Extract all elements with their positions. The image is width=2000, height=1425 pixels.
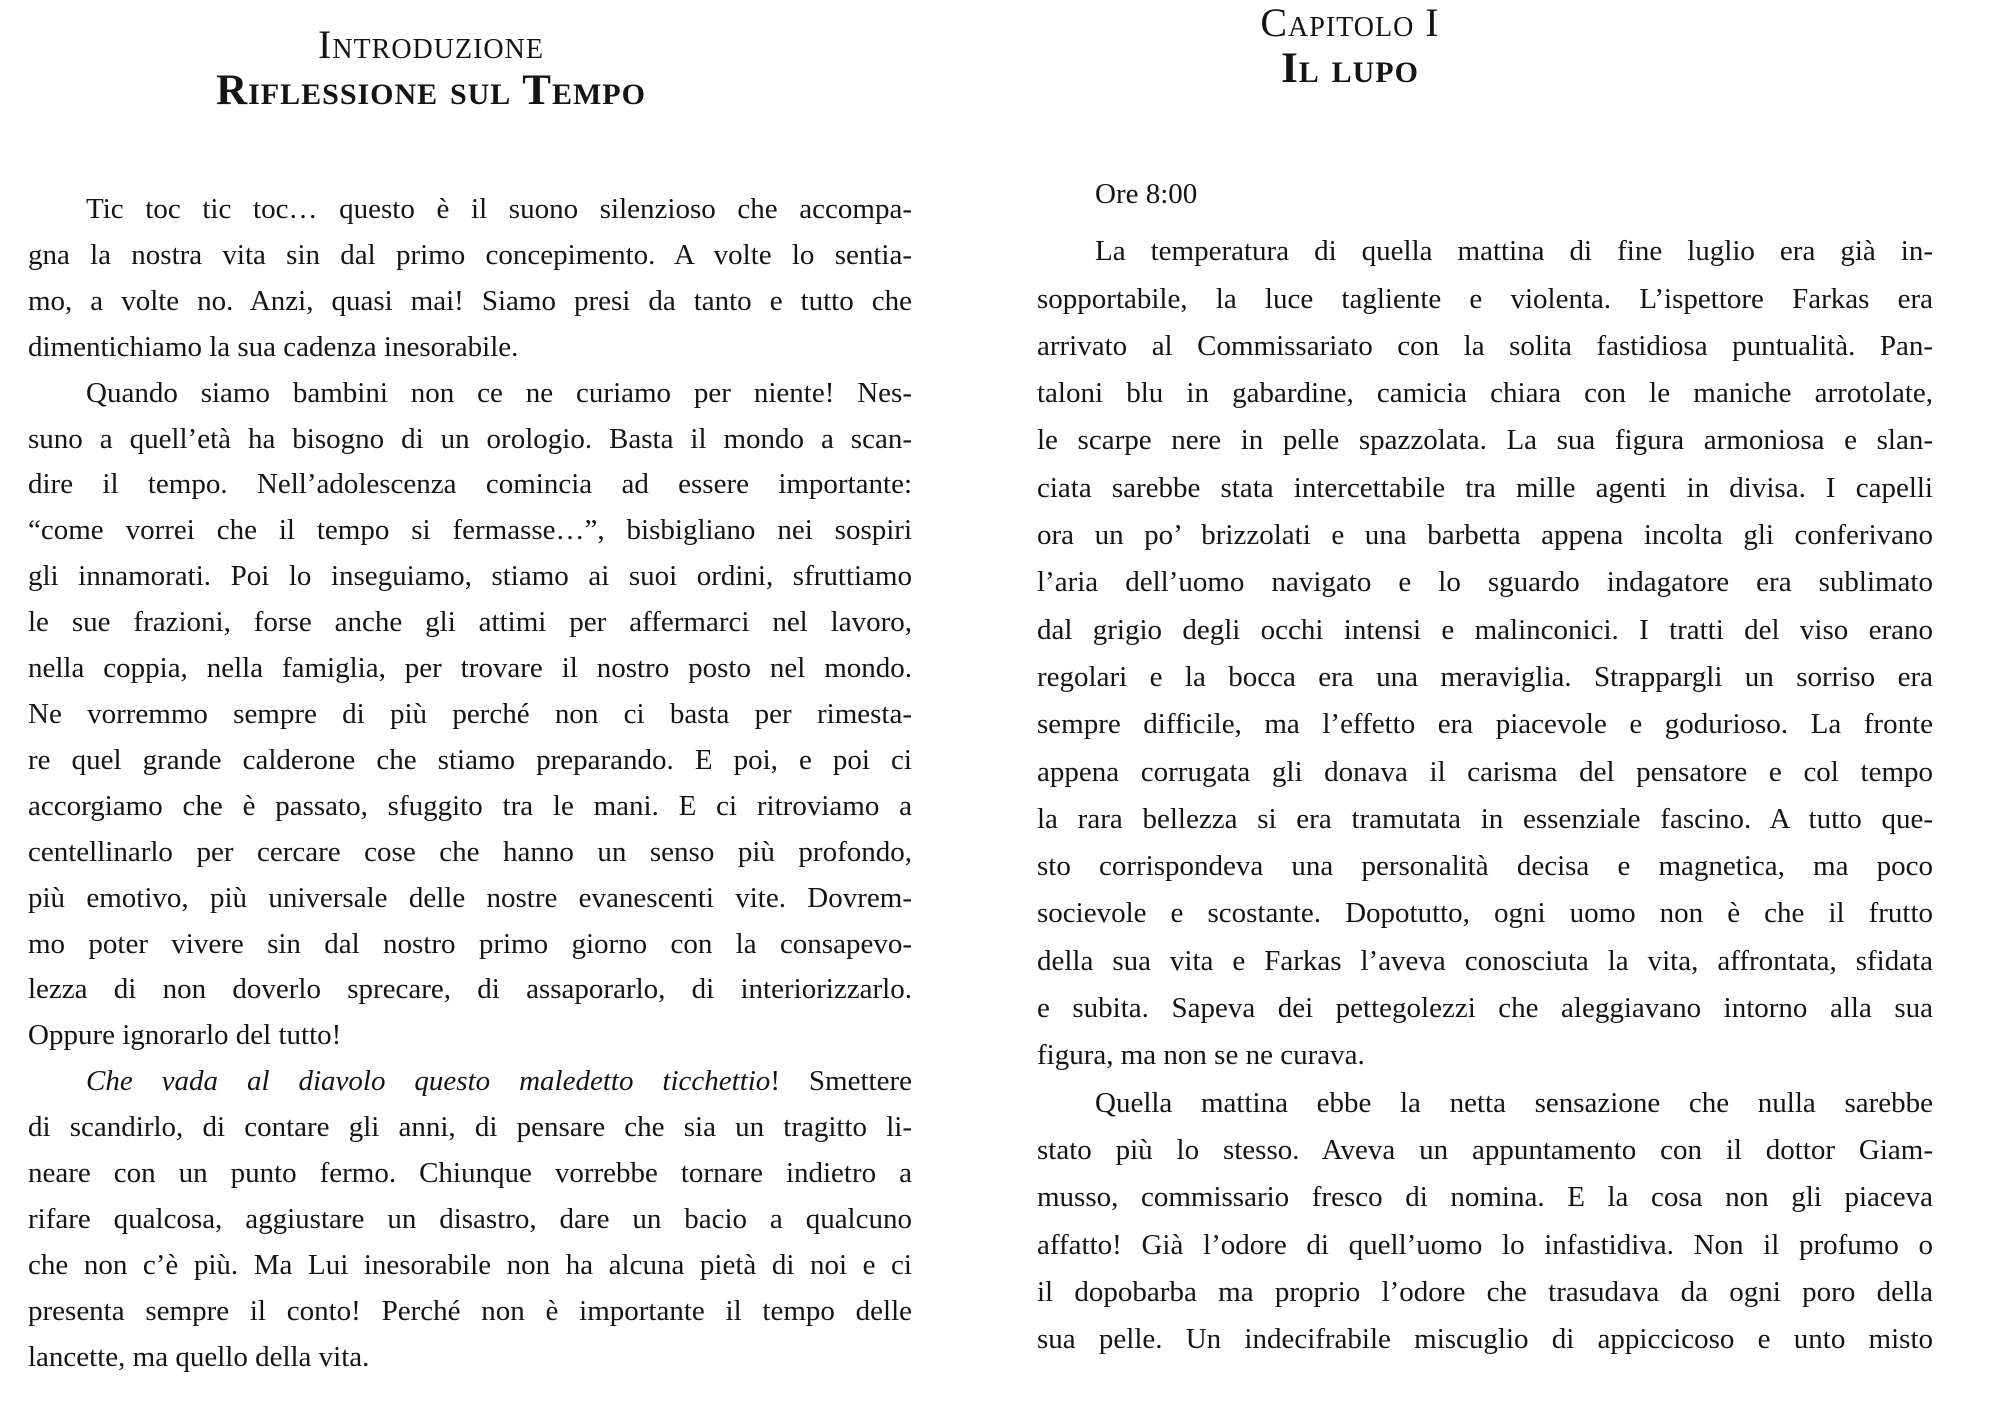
left-page-heading [0, 22, 873, 114]
text-line: gna la nostra vita sin dal primo concepimento. A volte lo sentia- [28, 238, 912, 271]
text-line: della sua vita e Farkas l’aveva conosciuta la vita, affrontata, sfidata [1037, 944, 1933, 977]
text-line: centellinarlo per cercare cose che hanno un senso più profondo, [28, 835, 912, 868]
text-line: ciata sarebbe stata intercettabile tra mille agenti in divisa. I capelli [1037, 471, 1933, 504]
text-line: socievole e scostante. Dopotutto, ogni uomo non è che il frutto [1037, 897, 1933, 930]
text-line: neare con un punto fermo. Chiunque vorrebbe tornare indietro a [28, 1157, 912, 1190]
text-line: gli innamorati. Poi lo inseguiamo, stiamo ai suoi ordini, sfruttiamo [28, 560, 912, 593]
text-line: che non c’è più. Ma Lui inesorabile non ha alcuna pietà di noi e ci [28, 1248, 912, 1281]
text-line: di scandirlo, di contare gli anni, di pensare che sia un tragitto li- [28, 1111, 912, 1144]
text-line: sopportabile, la luce tagliente e violenta. L’ispettore Farkas era [1037, 282, 1933, 315]
text-line: regolari e la bocca era una meraviglia. Strappargli un sorriso era [1037, 660, 1933, 693]
text-line: musso, commissario fresco di nomina. E la cosa non gli piaceva [1037, 1181, 1933, 1214]
text-line: suno a quell’età ha bisogno di un orologio. Basta il mondo a scan- [28, 422, 912, 455]
chapter-title: Riflessione sul Tempo [216, 67, 646, 114]
text-line: Ne vorremmo sempre di più perché non ci basta per rimesta- [28, 697, 912, 730]
text-line: affatto! Già l’odore di quell’uomo lo infastidiva. Non il profumo o [1037, 1228, 1933, 1261]
text-line: le sue frazioni, forse anche gli attimi per affermarci nel lavoro, [28, 606, 912, 639]
text-line: re quel grande calderone che stiamo preparando. E poi, e poi ci [28, 743, 912, 776]
text-line: sto corrispondeva una personalità decisa e magnetica, ma poco [1037, 850, 1933, 883]
text-line: le scarpe nere in pelle spazzolata. La sua figura armoniosa e slan- [1037, 424, 1933, 457]
text-line: presenta sempre il conto! Perché non è importante il tempo delle [28, 1294, 912, 1327]
page-text [1037, 171, 1933, 1363]
text-line: La temperatura di quella mattina di fine luglio era già in- [1095, 235, 1933, 268]
text-line: Tic toc tic toc… questo è il suono silenzioso che accompa- [86, 193, 912, 225]
text-line: accorgiamo che è passato, sfuggito tra le mani. E ci ritroviamo a [28, 789, 912, 822]
page-text [28, 187, 912, 1381]
text-line: dal grigio degli occhi intensi e malinconici. I tratti del viso erano [1037, 613, 1933, 646]
text-line: sua pelle. Un indecifrabile miscuglio di appiccicoso e unto misto [1037, 1323, 1933, 1356]
text-line: sempre difficile, ma l’effetto era piacevole e godurioso. La fronte [1037, 708, 1933, 741]
text-line: lezza di non doverlo sprecare, di assaporarlo, di interiorizzarlo. [28, 973, 912, 1006]
text-line: più emotivo, più universale delle nostre evanescenti vite. Dovrem- [28, 881, 912, 914]
text-line [28, 1059, 912, 1105]
text-line: l’aria dell’uomo navigato e lo sguardo indagatore era sublimato [1037, 566, 1933, 599]
text-line: “come vorrei che il tempo si fermasse…”, bisbigliano nei sospiri [28, 514, 912, 547]
text-line: arrivato al Commissariato con la solita fastidiosa puntualità. Pan- [1037, 329, 1933, 362]
text-line: Quando siamo bambini non ce ne curiamo per niente! Nes- [86, 376, 912, 409]
text-line: Quella mattina ebbe la netta sensazione che nulla sarebbe [1095, 1086, 1933, 1119]
chapter-label: Capitolo I [1260, 0, 1440, 45]
text-line: figura, ma non se ne curava. [1037, 1039, 1365, 1072]
italic-text: Che vada al diavolo questo maledetto ticchettio [86, 1065, 771, 1098]
chapter-title: Il lupo [1281, 45, 1419, 92]
text-line: mo, a volte no. Anzi, quasi mai! Siamo presi da tanto e tutto che [28, 284, 912, 317]
text-line: e subita. Sapeva dei pettegolezzi che aleggiavano intorno alla sua [1037, 992, 1933, 1025]
text-line: il dopobarba ma proprio l’odore che trasudava da ogni poro della [1037, 1275, 1933, 1308]
text-line: dire il tempo. Nell’adolescenza comincia ad essere importante: [28, 468, 912, 501]
text-line: la rara bellezza si era tramutata in essenziale fascino. A tutto que- [1037, 802, 1933, 835]
text-line: dimentichiamo la sua cadenza inesorabile. [28, 330, 519, 363]
right-page [1037, 0, 1933, 1425]
text-segment: ! Smettere [770, 1065, 912, 1098]
left-page [28, 0, 912, 1425]
text-line: nella coppia, nella famiglia, per trovare il nostro posto nel mondo. [28, 652, 912, 685]
chapter-label: Introduzione [318, 22, 544, 67]
text-line: lancette, ma quello della vita. [28, 1340, 370, 1373]
text-line: appena corrugata gli donava il carisma del pensatore e col tempo [1037, 755, 1933, 788]
text-line: Ore 8:00 [1095, 178, 1198, 210]
text-line: rifare qualcosa, aggiustare un disastro, dare un bacio a qualcuno [28, 1202, 912, 1235]
text-line: taloni blu in gabardine, camicia chiara con le maniche arrotolate, [1037, 377, 1933, 410]
text-line: Oppure ignorarlo del tutto! [28, 1019, 342, 1052]
text-line: stato più lo stesso. Aveva un appuntamento con il dottor Giam- [1037, 1133, 1933, 1166]
text-line: mo poter vivere sin dal nostro primo giorno con la consapevo- [28, 927, 912, 960]
right-page-heading [902, 0, 1798, 92]
text-line: ora un po’ brizzolati e una barbetta appena incolta gli conferivano [1037, 519, 1933, 552]
